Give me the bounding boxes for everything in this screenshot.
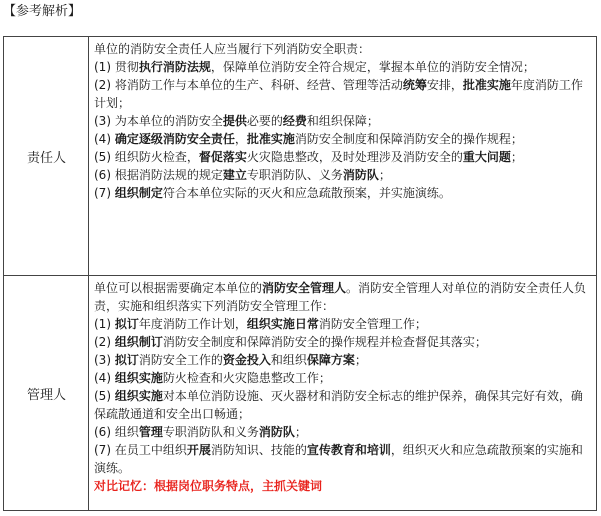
duty-line <box>94 351 592 369</box>
duty-text: (4) <box>94 132 115 146</box>
duty-text: 年度消防工作计划； <box>94 78 583 110</box>
keyword-text: 督促落实 <box>198 150 247 164</box>
duty-text: (1) 贯彻 <box>94 60 139 74</box>
keyword-text: 执行消防法规 <box>138 60 211 74</box>
keyword-text: 组织制订 <box>114 335 163 349</box>
duty-text: 单位的消防安全责任人应当履行下列消防安全职责： <box>94 42 371 56</box>
duty-text: 单位可以根据需要确定本单位的 <box>94 281 263 295</box>
duty-text: 消防安全制度和保障消防安全的操作规程并检查督促其落实； <box>162 335 487 349</box>
duty-text: 。消防安全管理人对单位的消防安全责任人负责，实施和组织落实下列消防安全管理工作： <box>94 281 587 313</box>
duties-cell-responsible <box>89 37 597 276</box>
duty-text: (1) <box>94 317 115 331</box>
duty-text: 消防安全工作的 <box>138 353 223 367</box>
table-row <box>4 37 597 276</box>
role-cell-manager: 管理人 <box>4 276 89 511</box>
keyword-text: 管理 <box>138 425 163 439</box>
table-row <box>4 276 597 511</box>
duty-text: 和组织 <box>270 353 307 367</box>
duty-text: 必要的 <box>246 114 283 128</box>
duty-text: (7) <box>94 186 115 200</box>
keyword-text: 组织实施 <box>114 371 163 385</box>
role-cell-responsible: 责任人 <box>4 37 89 276</box>
duty-text: ； <box>510 150 523 164</box>
keyword-text: 批准实施 <box>246 132 295 146</box>
duty-text: ，保障单位消防安全符合规定，掌握本单位的消防安全情况； <box>210 60 535 74</box>
duty-text: (2) <box>94 335 115 349</box>
duty-text: 专职消防队、义务 <box>246 168 343 182</box>
duty-text: ； <box>378 168 391 182</box>
duty-line <box>94 315 592 333</box>
keyword-text: 统筹 <box>402 78 427 92</box>
keyword-text: 提供 <box>222 114 247 128</box>
keyword-text: 消防队 <box>258 425 295 439</box>
keyword-text: 组织实施日常 <box>246 317 319 331</box>
duty-line <box>94 148 592 166</box>
duty-line <box>94 441 592 477</box>
duty-line <box>94 369 592 387</box>
keyword-text: 保障方案 <box>306 353 355 367</box>
duty-text: ，组织灭火和应急疏散预案的实施和演练。 <box>94 443 583 475</box>
memory-tip: 对比记忆：根据岗位职务特点，主抓关键词 <box>94 479 323 493</box>
keyword-text: 消防队 <box>342 168 379 182</box>
duty-text: ； <box>294 425 307 439</box>
section-header: 【参考解析】 <box>3 4 82 19</box>
duty-line <box>94 279 592 315</box>
duty-text: 防火检查和火灾隐患整改工作； <box>162 371 331 385</box>
duty-text: (2) 将消防工作与本单位的生产、科研、经营、管理等活动 <box>94 78 403 92</box>
keyword-text: 消防安全管理人 <box>262 281 347 295</box>
duty-text: ， <box>234 132 247 146</box>
duty-text: (6) 组织 <box>94 425 139 439</box>
duty-line <box>94 76 592 112</box>
duty-line <box>94 423 592 441</box>
keyword-text: 组织实施 <box>114 389 163 403</box>
duty-text: 火灾隐患整改，及时处理涉及消防安全的 <box>246 150 463 164</box>
duty-text: (4) <box>94 371 115 385</box>
keyword-text: 资金投入 <box>222 353 271 367</box>
keyword-text: 建立 <box>222 168 247 182</box>
keyword-text: 开展 <box>186 443 211 457</box>
duty-text: 安排， <box>426 78 463 92</box>
duty-line <box>94 387 592 423</box>
comparison-table <box>3 36 597 511</box>
duties-cell-manager <box>89 276 597 511</box>
duty-text: (6) 根据消防法规的规定 <box>94 168 223 182</box>
duty-text: 消防安全制度和保障消防安全的操作规程； <box>294 132 523 146</box>
duty-text: ； <box>354 353 367 367</box>
duty-line <box>94 112 592 130</box>
keyword-text: 拟订 <box>114 353 139 367</box>
duty-line <box>94 58 592 76</box>
duty-text: (5) <box>94 389 115 403</box>
duty-text: 消防知识、技能的 <box>210 443 307 457</box>
duty-text: 年度消防工作计划， <box>138 317 247 331</box>
duty-text: (3) 为本单位的消防安全 <box>94 114 223 128</box>
keyword-text: 重大问题 <box>462 150 511 164</box>
duty-text: (7) 在员工中组织 <box>94 443 187 457</box>
duty-line <box>94 333 592 351</box>
duty-line <box>94 166 592 184</box>
keyword-text: 经费 <box>282 114 307 128</box>
keyword-text: 宣传教育和培训 <box>306 443 391 457</box>
duty-line <box>94 130 592 148</box>
duty-text: (3) <box>94 353 115 367</box>
keyword-text: 拟订 <box>114 317 139 331</box>
duty-text: 和组织保障； <box>306 114 379 128</box>
duty-line <box>94 184 592 202</box>
keyword-text: 批准实施 <box>462 78 511 92</box>
keyword-text: 确定逐级消防安全责任 <box>114 132 235 146</box>
duty-text: (5) 组织防火检查， <box>94 150 199 164</box>
duty-text: 符合本单位实际的灭火和应急疏散预案，并实施演练。 <box>162 186 451 200</box>
duty-text: 对本单位消防设施、灭火器材和消防安全标志的维护保养，确保其完好有效，确保疏散通道和安全出口畅通； <box>94 389 583 421</box>
duty-text: 专职消防队和义务 <box>162 425 259 439</box>
duty-line <box>94 40 592 58</box>
duty-text: 消防安全管理工作； <box>318 317 427 331</box>
keyword-text: 组织制定 <box>114 186 163 200</box>
